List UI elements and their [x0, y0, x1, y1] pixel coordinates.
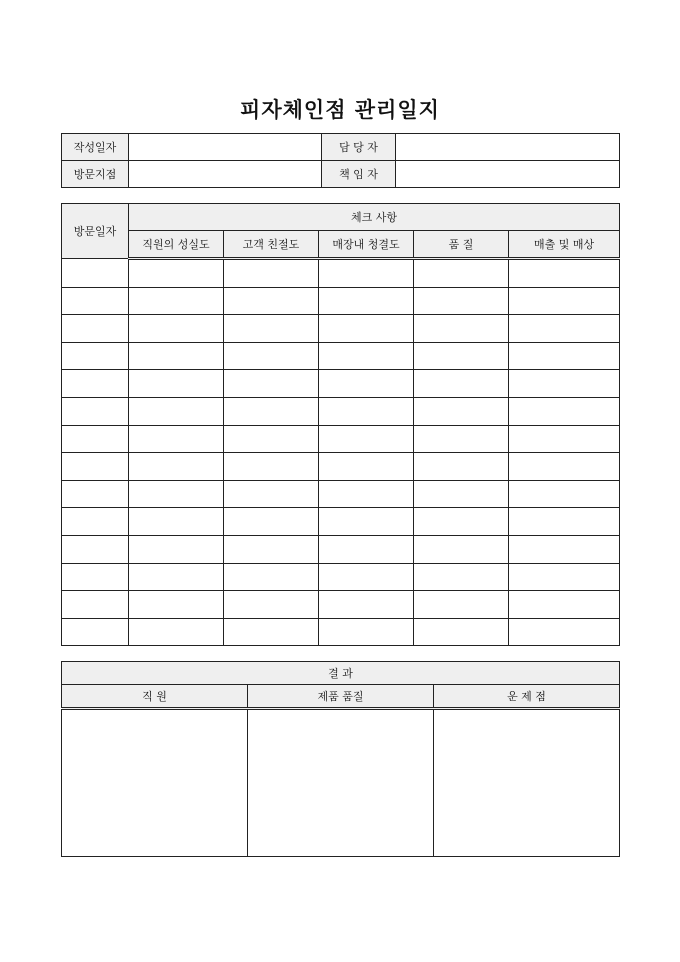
check-cell[interactable] — [319, 591, 414, 619]
check-cell[interactable] — [509, 480, 620, 508]
table-row — [62, 563, 620, 591]
check-cell[interactable] — [414, 425, 509, 453]
check-cell[interactable] — [509, 259, 620, 288]
table-row — [62, 397, 620, 425]
check-cell[interactable] — [224, 508, 319, 536]
visit-date-cell[interactable] — [62, 315, 129, 343]
check-cell[interactable] — [414, 535, 509, 563]
result-column-header: 제품 품질 — [248, 685, 434, 709]
visit-date-cell[interactable] — [62, 259, 129, 288]
check-cell[interactable] — [224, 259, 319, 288]
table-row — [62, 342, 620, 370]
table-row — [62, 508, 620, 536]
check-cell[interactable] — [129, 397, 224, 425]
check-cell[interactable] — [414, 370, 509, 398]
visit-date-cell[interactable] — [62, 563, 129, 591]
check-cell[interactable] — [509, 315, 620, 343]
check-cell[interactable] — [319, 618, 414, 646]
manager-label: 담 당 자 — [322, 134, 396, 161]
check-cell[interactable] — [509, 287, 620, 315]
check-cell[interactable] — [414, 563, 509, 591]
visit-date-cell[interactable] — [62, 535, 129, 563]
check-cell[interactable] — [224, 287, 319, 315]
check-cell[interactable] — [414, 315, 509, 343]
check-cell[interactable] — [129, 287, 224, 315]
visit-date-cell[interactable] — [62, 453, 129, 481]
check-cell[interactable] — [319, 259, 414, 288]
date-field[interactable] — [129, 134, 322, 161]
check-cell[interactable] — [509, 535, 620, 563]
check-cell[interactable] — [224, 563, 319, 591]
supervisor-label: 책 임 자 — [322, 161, 396, 188]
check-cell[interactable] — [129, 480, 224, 508]
check-cell[interactable] — [129, 425, 224, 453]
check-cell[interactable] — [319, 480, 414, 508]
result-column-header: 직 원 — [62, 685, 248, 709]
check-cell[interactable] — [509, 591, 620, 619]
check-cell[interactable] — [224, 453, 319, 481]
check-cell[interactable] — [129, 370, 224, 398]
table-row — [62, 453, 620, 481]
check-cell[interactable] — [224, 591, 319, 619]
manager-field[interactable] — [396, 134, 620, 161]
check-cell[interactable] — [129, 591, 224, 619]
visit-date-cell[interactable] — [62, 591, 129, 619]
check-cell[interactable] — [414, 287, 509, 315]
table-row — [62, 315, 620, 343]
product-quality-result-cell[interactable] — [248, 709, 434, 857]
visit-date-cell[interactable] — [62, 508, 129, 536]
check-cell[interactable] — [414, 397, 509, 425]
check-cell[interactable] — [509, 425, 620, 453]
check-cell[interactable] — [319, 287, 414, 315]
check-cell[interactable] — [224, 535, 319, 563]
check-cell[interactable] — [224, 397, 319, 425]
check-cell[interactable] — [224, 618, 319, 646]
visit-date-cell[interactable] — [62, 287, 129, 315]
check-cell[interactable] — [129, 453, 224, 481]
check-items-header: 체크 사항 — [129, 204, 620, 231]
check-cell[interactable] — [224, 342, 319, 370]
result-table — [61, 661, 620, 857]
check-cell[interactable] — [319, 425, 414, 453]
check-cell[interactable] — [129, 259, 224, 288]
check-cell[interactable] — [414, 259, 509, 288]
check-cell[interactable] — [319, 342, 414, 370]
check-cell[interactable] — [319, 370, 414, 398]
table-row — [62, 591, 620, 619]
column-header: 직원의 성실도 — [129, 231, 224, 259]
column-header: 매장내 청결도 — [319, 231, 414, 259]
visit-date-cell[interactable] — [62, 425, 129, 453]
check-cell[interactable] — [509, 563, 620, 591]
check-cell[interactable] — [319, 508, 414, 536]
check-cell[interactable] — [319, 453, 414, 481]
check-cell[interactable] — [414, 342, 509, 370]
branch-label: 방문지점 — [62, 161, 129, 188]
visit-date-cell[interactable] — [62, 342, 129, 370]
table-row — [62, 480, 620, 508]
column-header: 품 질 — [414, 231, 509, 259]
branch-field[interactable] — [129, 161, 322, 188]
check-cell[interactable] — [509, 342, 620, 370]
check-cell[interactable] — [509, 453, 620, 481]
check-cell[interactable] — [319, 397, 414, 425]
result-column-header: 운 제 점 — [434, 685, 620, 709]
check-cell[interactable] — [224, 425, 319, 453]
date-label: 작성일자 — [62, 134, 129, 161]
visit-rows — [62, 259, 620, 646]
check-cell[interactable] — [414, 508, 509, 536]
check-cell[interactable] — [129, 563, 224, 591]
column-header: 매출 및 매상 — [509, 231, 620, 259]
visit-date-cell[interactable] — [62, 370, 129, 398]
result-header: 결 과 — [62, 662, 620, 685]
page-title: 피자체인점 관리일지 — [240, 98, 440, 122]
check-cell[interactable] — [129, 535, 224, 563]
check-cell[interactable] — [129, 315, 224, 343]
table-row — [62, 370, 620, 398]
visit-date-cell[interactable] — [62, 397, 129, 425]
visit-date-cell[interactable] — [62, 618, 129, 646]
table-row — [62, 287, 620, 315]
visit-check-table — [61, 203, 620, 646]
check-cell[interactable] — [414, 591, 509, 619]
staff-result-cell[interactable] — [62, 709, 248, 857]
check-cell[interactable] — [414, 453, 509, 481]
supervisor-field[interactable] — [396, 161, 620, 188]
check-cell[interactable] — [319, 563, 414, 591]
column-header: 고객 친절도 — [224, 231, 319, 259]
check-cell[interactable] — [224, 480, 319, 508]
info-table — [61, 133, 620, 188]
check-cell[interactable] — [319, 535, 414, 563]
check-cell[interactable] — [509, 397, 620, 425]
check-cell[interactable] — [509, 370, 620, 398]
check-cell[interactable] — [509, 618, 620, 646]
check-cell[interactable] — [224, 370, 319, 398]
visit-date-header: 방문일자 — [62, 204, 129, 259]
check-cell[interactable] — [414, 480, 509, 508]
issues-result-cell[interactable] — [434, 709, 620, 857]
table-row — [62, 259, 620, 288]
check-cell[interactable] — [224, 315, 319, 343]
table-row — [62, 535, 620, 563]
table-row — [62, 425, 620, 453]
check-cell[interactable] — [129, 342, 224, 370]
check-cell[interactable] — [509, 508, 620, 536]
check-cell[interactable] — [129, 618, 224, 646]
visit-date-cell[interactable] — [62, 480, 129, 508]
table-row — [62, 618, 620, 646]
check-cell[interactable] — [414, 618, 509, 646]
check-cell[interactable] — [129, 508, 224, 536]
check-cell[interactable] — [319, 315, 414, 343]
